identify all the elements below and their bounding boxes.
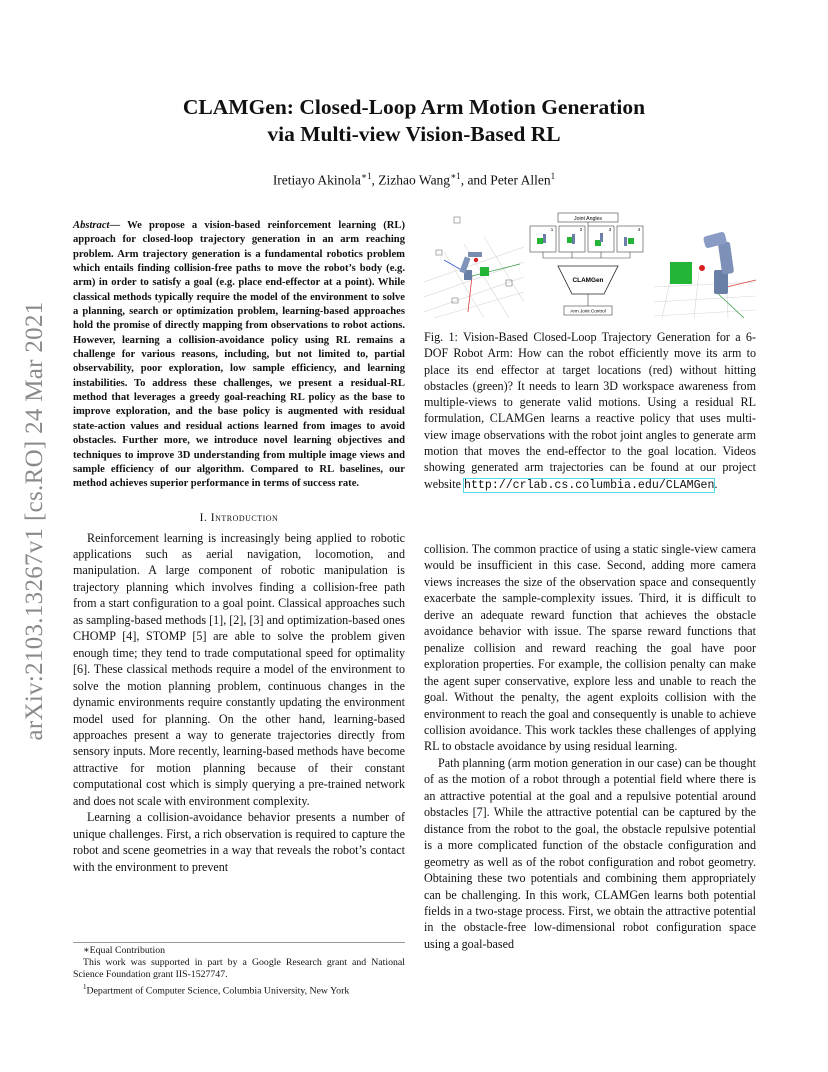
view-number: 3 bbox=[608, 227, 612, 232]
left-column bbox=[73, 219, 405, 875]
paper-title bbox=[100, 94, 728, 148]
abstract bbox=[73, 219, 405, 492]
figure-1 bbox=[424, 212, 756, 318]
right-column bbox=[424, 541, 756, 952]
obstacle-cube-icon bbox=[480, 267, 489, 276]
project-website-link[interactable]: http://crlab.cs.columbia.edu/CLAMGen bbox=[463, 478, 715, 492]
affiliation-mark: 1 bbox=[83, 983, 87, 991]
author-mark: ∗1 bbox=[360, 171, 372, 181]
title-line-1: CLAMGen: Closed-Loop Arm Motion Generation bbox=[182, 95, 646, 119]
figure-scene-view-left bbox=[424, 212, 524, 318]
author-name: and Peter Allen bbox=[467, 172, 551, 188]
intro-paragraph-1: Reinforcement learning is increasingly being applied to robotic applications such as aerial navigation, locomotion, and manipulation. A large component of robotic manipulation is trajectory planning which involves finding a collision-free path from a start configuration to a goal point. Classical approaches such as sampling-based methods [1], [2], [3] and optimization-based ones CHOMP [4], STOMP [5] are able to solve the problem given enough time; they tend to trade computational speed for optimality [6]. These classical methods require a model of the environment to solve the motion planning problem, continuous changes in the dynamic environments require constantly updating the environment model used for planning. On the other hand, learning-based approaches present a way to generate trajectories directly from sensory inputs. More recently, learning-based methods have become attractive for motion planning because of their constant computational cost which is simply querying a pre-trained network and does not scale with environment complexity. bbox=[73, 530, 405, 808]
author-mark: ∗1 bbox=[450, 171, 461, 181]
view-number: 2 bbox=[579, 227, 583, 232]
footnote-equal-contribution: ∗Equal Contribution bbox=[83, 945, 166, 956]
view-number: 1 bbox=[550, 227, 554, 232]
section-heading-introduction bbox=[73, 512, 405, 524]
diagram-block-label: CLAMGen bbox=[572, 277, 604, 284]
goal-marker-icon bbox=[474, 258, 478, 262]
author-mark: 1 bbox=[550, 171, 556, 181]
footnote-funding: This work was supported in part by a Google Research grant and National Science Foundation grant IIS-1527747. bbox=[73, 957, 405, 980]
title-line-2: via Multi-view Vision-Based RL bbox=[267, 122, 561, 146]
footnotes bbox=[73, 942, 405, 997]
author-list: Iretiayo Akinola$^{∗1}$, Zizhao Wang$^{∗1}$, and Peter Allen$^1$ bbox=[272, 171, 556, 188]
abstract-text: — We propose a vision-based reinforcement learning (RL) approach for closed-loop trajectory generation in an arm reaching problem. Arm trajectory generation is a fundamental robotics problem which entails finding collision-free paths to move the robot’s body (e.g. arm) in order to satisfy a goal (e.g. place end-effector at a point). While classical methods typically require the model of the environment to solve a planning, search or optimization problem, learning-based approaches hold the promise of directly mapping from observations to robot actions. However, learning a collision-avoidance policy using RL remains a challenge for various reasons, including, but not limited to, partial observability, poor exploration, low sample efficiency, and learning instabilities. To address these challenges, we present a residual-RL method that leverages a greedy goal-reaching RL policy as the base to improve exploration, and the base policy is augmented with residual state-action values and residual actions learned from images to avoid obstacles. Further more, we introduce novel learning objectives and techniques to improve 3D understanding from multiple image views and sample efficiency of our algorithm. Compared to RL baselines, our method achieves superior performance in terms of success rate. bbox=[73, 220, 405, 490]
caption-end: . bbox=[714, 476, 718, 491]
affiliation-text: Department of Computer Science, Columbia University, New York bbox=[86, 985, 350, 997]
arxiv-identifier-text: arXiv:2103.13267v1 [cs.RO] 24 Mar 2021 bbox=[21, 301, 48, 741]
intro-paragraph-3: Path planning (arm motion generation in our case) can be thought of as the motion of a robot through a potential field where there is an attractive potential at the goal and a repulsive potential around obstacles [7]. While the attractive potential can be captured by the distance from the robot to the goal, the obstacle repulsive potential is a more complicated function of the obstacle configuration and geometry as well as of the robot configuration and robot geometry. Obtaining these two potentials and combining them appropriately can be challenging. In this work, CLAMGen learns both potential fields in a two-stage process. First, we obtain the attractive potential in the obstacle-free low-dimensional robot configuration space using a goal-based bbox=[424, 755, 756, 951]
intro-paragraph-2: Learning a collision-avoidance behavior presents a number of unique challenges. First, a rich observation is required to capture the robot and scene geometries in a way that reveals the robot’s contact with the environment to prevent bbox=[73, 810, 405, 874]
goal-marker-icon bbox=[699, 265, 705, 271]
diagram-joint-angles-label: Joint Angles bbox=[574, 215, 602, 222]
section-numeral: I. bbox=[199, 511, 208, 524]
figure-1-caption bbox=[424, 329, 756, 494]
author-name: Zizhao Wang bbox=[378, 172, 451, 188]
figure-clamgen-diagram bbox=[528, 212, 648, 318]
author-name: Iretiayo Akinola bbox=[272, 172, 361, 188]
figure-scene-view-right bbox=[654, 212, 756, 318]
footnote-affiliation bbox=[73, 981, 405, 997]
view-number: 4 bbox=[637, 227, 641, 232]
diagram-arm-control-label: Arm Joint Control bbox=[570, 308, 606, 314]
section-title: Introduction bbox=[210, 511, 279, 524]
abstract-label: Abstract bbox=[73, 220, 110, 231]
caption-text: Fig. 1: Vision-Based Closed-Loop Trajectory Generation for a 6-DOF Robot Arm: How can the robot efficiently move its arm to place its end effector at target locations (red) without hitting obstacles (green)? It needs to learn 3D workspace awareness from multiple-views to generate valid motions. Using a residual RL formulation, CLAMGen learns a reactive policy that uses multi-view image observations with the robot joint angles to generate arm motion that moves the end-effector to the goal location. Videos showing generated arm trajectories can be found at our project website bbox=[424, 330, 756, 491]
arxiv-identifier bbox=[10, 286, 60, 756]
obstacle-cube-icon bbox=[670, 262, 692, 284]
intro-paragraph-2-continued: collision. The common practice of using a static single-view camera would be insufficient in this case. Second, adding more camera views increases the size of the observation space and consequently exacerbate the sample-complexity issues. Third, it is difficult to derive an adequate reward function that achieves the obstacle avoidance behavior with issue. The sparse reward functions that penalize collision and reward reaching the goal have poor exploration properties. For example, the collision penalty can make the agent super conservative, explore less and unable to reach the goal. Without the penalty, the agent exploits collision with the environment to reach the goal and consequently is unable to achieve collision avoidance. This work tackles these challenges of applying RL to obstacle avoidance by using residual learning. bbox=[424, 542, 756, 754]
